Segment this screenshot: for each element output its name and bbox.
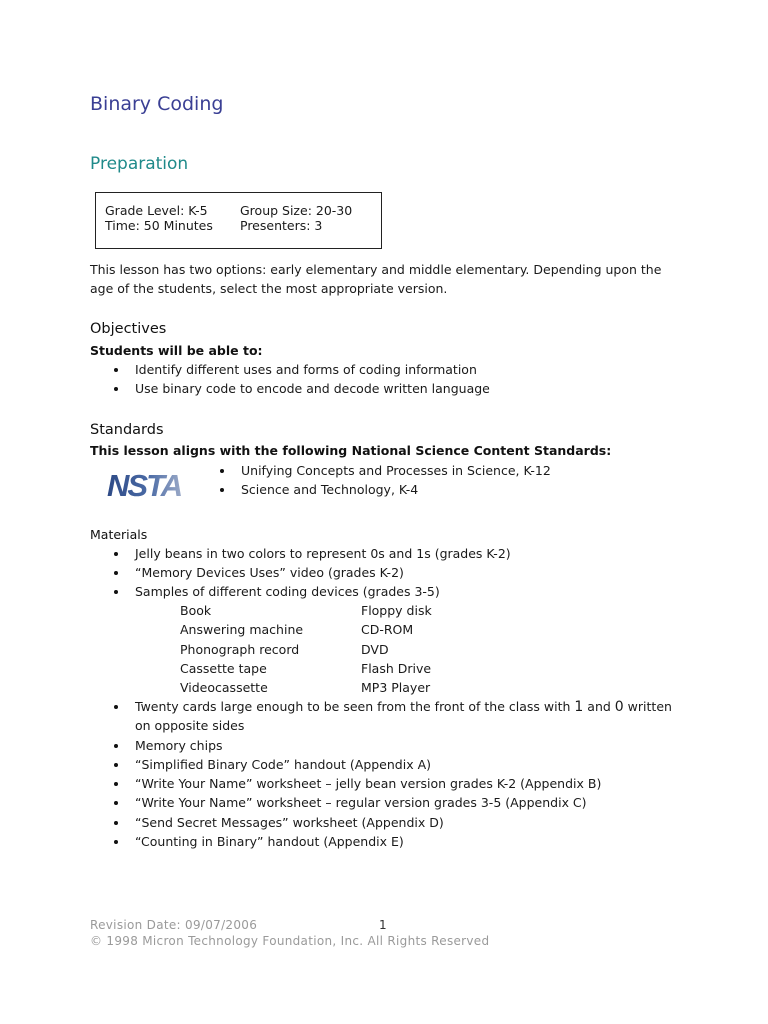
cards-one: 1	[574, 699, 584, 715]
nsta-logo-text: NSTA	[107, 468, 182, 502]
grade-level: Grade Level: K-5	[105, 203, 208, 218]
group-size: Group Size: 20-30	[240, 203, 353, 218]
lesson-info-box	[95, 192, 382, 249]
cards-text-a: Twenty cards large enough to be seen from the front of the class with	[135, 699, 575, 714]
bullet-icon	[114, 552, 118, 556]
page-title: Binary Coding	[90, 93, 224, 115]
standard-item: Science and Technology, K-4	[241, 482, 419, 497]
bullet-icon	[220, 488, 224, 492]
device-item: CD-ROM	[361, 622, 414, 637]
bullet-icon	[114, 801, 118, 805]
objective-item: Identify different uses and forms of coding information	[135, 362, 477, 377]
revision-date: Revision Date: 09/07/2006	[90, 918, 258, 932]
device-item: Cassette tape	[180, 661, 267, 676]
bullet-icon	[114, 387, 118, 391]
materials-heading: Materials	[90, 527, 148, 542]
bullet-icon	[114, 763, 118, 767]
bullet-icon	[220, 469, 224, 473]
material-item-cards-line2: on opposite sides	[135, 718, 245, 733]
cards-zero: 0	[614, 699, 624, 715]
material-item: “Counting in Binary” handout (Appendix E)	[135, 834, 404, 849]
material-item-cards	[135, 697, 672, 717]
device-item: DVD	[361, 642, 389, 657]
objectives-subheading: Students will be able to:	[90, 343, 263, 358]
presenters: Presenters: 3	[240, 218, 323, 233]
bullet-icon	[114, 821, 118, 825]
bullet-icon	[114, 571, 118, 575]
material-item: Memory chips	[135, 738, 223, 753]
material-item: Jelly beans in two colors to represent 0s and 1s (grades K-2)	[135, 546, 511, 561]
material-item: “Write Your Name” worksheet – regular version grades 3-5 (Appendix C)	[135, 795, 587, 810]
material-item: Samples of different coding devices (grades 3-5)	[135, 584, 440, 599]
intro-line-1: This lesson has two options: early elementary and middle elementary. Depending upon the	[90, 262, 662, 277]
cards-text-b: written	[623, 699, 672, 714]
copyright: © 1998 Micron Technology Foundation, Inc. All Rights Reserved	[90, 934, 490, 948]
material-item: “Simplified Binary Code” handout (Appendix A)	[135, 757, 432, 772]
objectives-heading: Objectives	[90, 321, 167, 337]
nsta-logo	[107, 466, 185, 502]
device-item: MP3 Player	[361, 680, 431, 695]
intro-line-2: age of the students, select the most appropriate version.	[90, 281, 448, 296]
standard-item: Unifying Concepts and Processes in Science, K-12	[241, 463, 551, 478]
time: Time: 50 Minutes	[105, 218, 213, 233]
bullet-icon	[114, 840, 118, 844]
device-item: Flash Drive	[361, 661, 432, 676]
device-item: Videocassette	[180, 680, 268, 695]
bullet-icon	[114, 590, 118, 594]
cards-and: and	[583, 699, 615, 714]
bullet-icon	[114, 782, 118, 786]
device-item: Phonograph record	[180, 642, 300, 657]
bullet-icon	[114, 744, 118, 748]
objective-item: Use binary code to encode and decode written language	[135, 381, 490, 396]
material-item: “Write Your Name” worksheet – jelly bean version grades K-2 (Appendix B)	[135, 776, 602, 791]
device-item: Book	[180, 603, 212, 618]
section-heading-preparation: Preparation	[90, 154, 189, 174]
material-item: “Memory Devices Uses” video (grades K-2)	[135, 565, 404, 580]
device-item: Answering machine	[180, 622, 304, 637]
standards-heading: Standards	[90, 422, 164, 438]
bullet-icon	[114, 705, 118, 709]
page-number: 1	[379, 918, 387, 932]
device-item: Floppy disk	[361, 603, 432, 618]
standards-subheading: This lesson aligns with the following National Science Content Standards:	[90, 443, 612, 458]
bullet-icon	[114, 368, 118, 372]
material-item: “Send Secret Messages” worksheet (Appendix D)	[135, 815, 444, 830]
